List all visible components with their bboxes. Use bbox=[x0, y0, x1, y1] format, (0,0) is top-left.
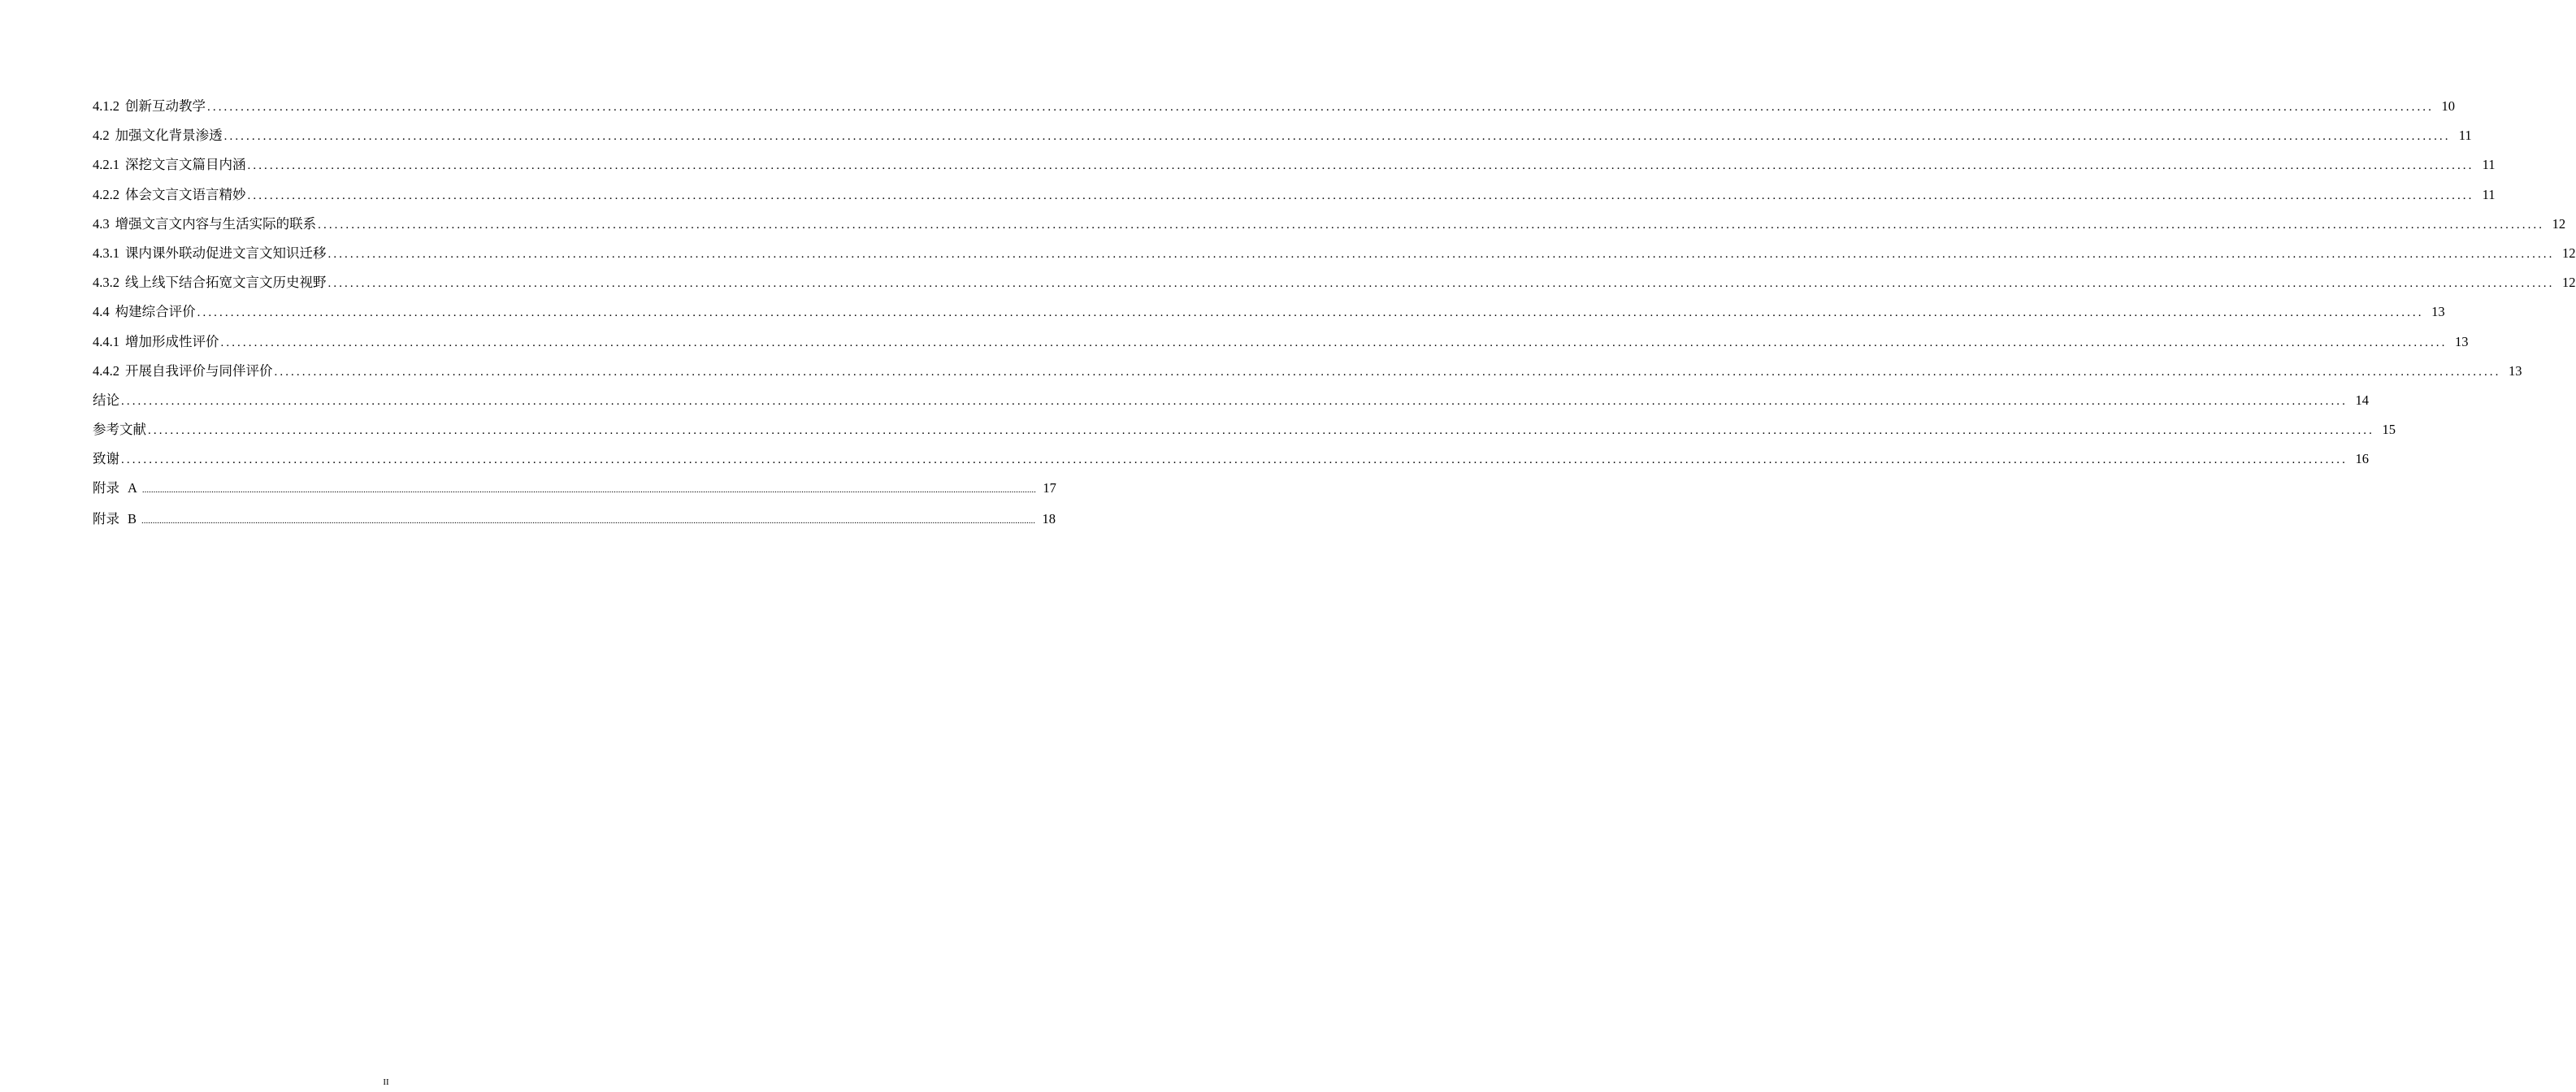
toc-entry-page: 13 bbox=[2455, 333, 2469, 349]
toc-entry-title: 结论 bbox=[93, 392, 119, 408]
toc-appendix-label: 附录 bbox=[93, 511, 119, 527]
toc-entry-page: 14 bbox=[2355, 392, 2369, 408]
dot-leader: ................................................................................................................................................................................................................................................................................................................................................................................................................ bbox=[121, 453, 2348, 467]
toc-entry[interactable] bbox=[93, 418, 2396, 448]
toc-entry-number: 4.3.1 bbox=[93, 245, 119, 261]
toc-entry-number: 4.2.2 bbox=[93, 186, 119, 202]
toc-entry-page: 17 bbox=[1043, 480, 1056, 496]
toc-entry-number: 4.3 bbox=[93, 215, 110, 232]
toc-entry[interactable] bbox=[93, 271, 2576, 301]
toc-entry-title: 创新互动教学 bbox=[125, 98, 206, 114]
toc-entry-number: 4.2 bbox=[93, 128, 110, 144]
toc-entry[interactable] bbox=[93, 124, 2472, 154]
dot-leader: ................................................................................................................................................................................................................................................................................................................................................................................................................ bbox=[220, 336, 2448, 349]
toc-entry-title: 致谢 bbox=[93, 451, 119, 467]
toc-entry-number: 4.4 bbox=[93, 304, 110, 320]
toc-entry-number: 4.1.2 bbox=[93, 98, 119, 114]
toc-entry[interactable] bbox=[93, 242, 2576, 271]
toc-entry-page: 13 bbox=[2431, 304, 2445, 320]
toc-entry-page: 18 bbox=[1042, 511, 1056, 527]
toc-entry-page: 12 bbox=[2552, 215, 2566, 232]
toc-entry-title: 开展自我评价与同伴评价 bbox=[125, 362, 273, 379]
toc-entry-page: 13 bbox=[2509, 362, 2522, 379]
page-number: II bbox=[383, 1077, 389, 1087]
toc-entry[interactable] bbox=[93, 389, 2369, 418]
toc-entry-title: 课内课外联动促进文言文知识迁移 bbox=[125, 245, 327, 261]
toc-entry-number: 4.2.1 bbox=[93, 157, 119, 173]
toc-entry-title: 构建综合评价 bbox=[115, 304, 196, 320]
toc-entry-title: 深挖文言文篇目内涵 bbox=[125, 157, 246, 173]
toc-entry[interactable] bbox=[93, 301, 2445, 330]
dot-leader: ................................................................................................................................................................................................................................................................................................................................................................................................................ bbox=[121, 394, 2348, 408]
toc-entry[interactable] bbox=[93, 213, 2566, 242]
dot-leader: ................................................................................................................................................................................................................................................................................................................................................................................................................ bbox=[207, 101, 2434, 114]
dot-leader: ................................................................................................................................................................................................................................................................................................................................................................................................................ bbox=[223, 130, 2451, 144]
dot-leader: ................................................................................................................................................................................................................................................................................................................................................................................................................ bbox=[148, 424, 2374, 438]
toc-entry-page: 12 bbox=[2562, 275, 2576, 291]
toc-entry-title: 加强文化背景渗透 bbox=[115, 128, 223, 144]
toc-entry-page: 15 bbox=[2382, 422, 2396, 438]
dot-leader: ................................................................................................................................................................................................................................................................................................................................................................................................................ bbox=[327, 247, 2555, 261]
toc-entry-appendix[interactable] bbox=[93, 508, 1056, 539]
toc-entry-number: 4.4.2 bbox=[93, 362, 119, 379]
toc-entry-page: 10 bbox=[2441, 98, 2455, 114]
toc-entry[interactable] bbox=[93, 95, 2455, 124]
toc-entry-title: 增加形成性评价 bbox=[125, 333, 219, 349]
toc-entry[interactable] bbox=[93, 331, 2469, 360]
toc-entry-page: 11 bbox=[2458, 128, 2472, 144]
toc-appendix-letter: A bbox=[128, 480, 137, 496]
toc-entry-title: 线上线下结合拓宽文言文历史视野 bbox=[125, 275, 327, 291]
toc-entry-appendix[interactable] bbox=[93, 477, 1056, 508]
toc-entry-page: 11 bbox=[2482, 157, 2496, 173]
toc-appendix-letter: B bbox=[128, 511, 137, 527]
table-of-contents bbox=[93, 95, 2576, 539]
toc-entry-page: 11 bbox=[2482, 186, 2496, 202]
toc-entry-number: 4.3.2 bbox=[93, 275, 119, 291]
dot-leader: ................................................................................................................................................................................................................................................................................................................................................................................................................ bbox=[247, 188, 2474, 202]
toc-entry[interactable] bbox=[93, 360, 2522, 389]
dot-leader: ................................................................................................................................................................................................................................................................................................................................................................................................................ bbox=[274, 365, 2501, 379]
toc-entry-title: 增强文言文内容与生活实际的联系 bbox=[115, 215, 317, 232]
dot-leader: ................................................................................................................................................................................................................................................................................................................................................................................................................ bbox=[327, 277, 2555, 291]
dot-leader: ................................................................................................................................................................................................................................................................................................................................................................................................................ bbox=[197, 306, 2424, 320]
toc-entry-title: 体会文言文语言精妙 bbox=[125, 186, 246, 202]
dot-leader: ................................................................................................................................................................................................................................................................................................................................................................................................................ bbox=[141, 485, 1036, 496]
toc-entry-page: 12 bbox=[2562, 245, 2576, 261]
toc-entry-number: 4.4.1 bbox=[93, 333, 119, 349]
toc-entry[interactable] bbox=[93, 154, 2496, 183]
toc-entry[interactable] bbox=[93, 184, 2496, 213]
toc-entry-title: 参考文献 bbox=[93, 422, 146, 438]
dot-leader: ................................................................................................................................................................................................................................................................................................................................................................................................................ bbox=[247, 159, 2474, 173]
toc-entry-page: 16 bbox=[2355, 451, 2369, 467]
toc-appendix-label: 附录 bbox=[93, 480, 119, 496]
dot-leader: ................................................................................................................................................................................................................................................................................................................................................................................................................ bbox=[141, 516, 1036, 526]
dot-leader: ................................................................................................................................................................................................................................................................................................................................................................................................................ bbox=[318, 218, 2545, 232]
toc-entry[interactable] bbox=[93, 448, 2369, 477]
